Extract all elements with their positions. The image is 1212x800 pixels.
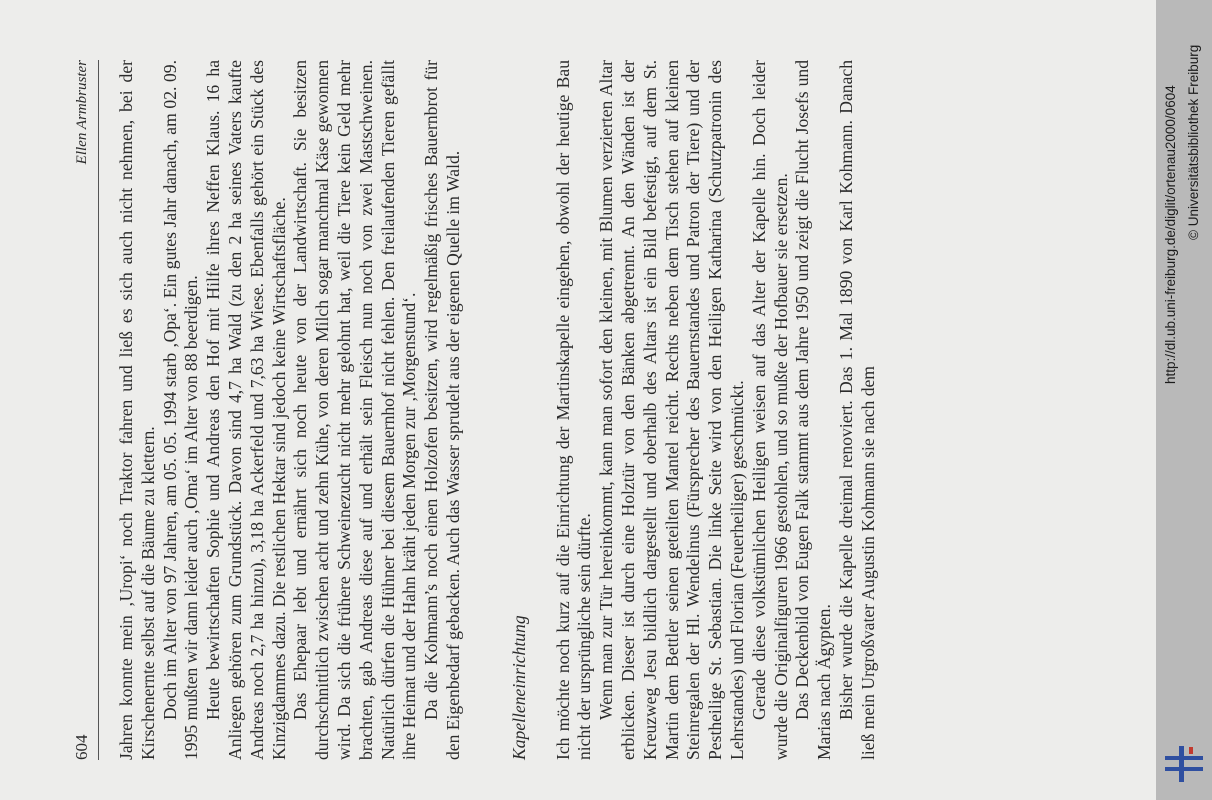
paragraph: Gerade diese volkstümlichen Heiligen weisen auf das Alter der Kapelle hin. Doch leider wurde die Originalfiguren 1966 gestohlen, und so mußte der Hofbauer sie ersetzen. bbox=[748, 60, 791, 760]
paragraph: Ich möchte noch kurz auf die Einrichtung der Martinskapelle eingehen, obwohl der heutige Bau nicht der ursprüngliche sein dürfte. bbox=[552, 60, 595, 760]
paragraph: Da die Kohmann’s noch einen Holzofen besitzen, wird regelmäßig frisches Bauernbrot für den Eigenbedarf gebacken. Auch das Wasser sprudelt aus der eigenen Quelle im Wald. bbox=[421, 60, 463, 760]
page-number: 604 bbox=[72, 734, 91, 760]
paragraph: Doch im Alter von 97 Jahren, am 05. 05. 1994 starb ‚Opa‘. Ein gutes Jahr danach, am 02. 09. 1995 mußten wir dann leider auch ‚Oma‘ im Alter von 88 beerdigen. bbox=[159, 60, 202, 760]
running-header bbox=[68, 60, 99, 760]
paragraph: Wenn man zur Tür hereinkommt, kann man sofort den kleinen, mit Blumen verzierten Altar erblicken. Dieser ist durch eine Holztür von den Bänken abgetrennt. An den Wänden ist der Kreuzweg Jesu bildlich dargestellt und oberhalb des Altars ist ein Bild befestigt, auf dem St. Martin dem Bettler seinen geteilten Mantel reicht. Rechts neben dem Tisch stehen auf kleinen Steinregalen der Hl. Wendelinus (Fürsprecher des Bauernstandes und Patron der Tiere) und der Pestheilige St. Sebastian. Die linke Seite wird von den Heiligen Katharina (Schutzpatronin des Lehrstandes) und Florian (Feuerheiliger) geschmückt. bbox=[596, 60, 747, 760]
section-heading: Kapelleneinrichtung bbox=[508, 615, 529, 760]
article-body bbox=[116, 60, 880, 760]
paragraph: Bisher wurde die Kapelle dreimal renoviert. Das 1. Mal 1890 von Karl Kohmann. Danach ließ mein Urgroßvater Augustin Kohmann sie nach dem bbox=[835, 60, 878, 760]
running-header-author: Ellen Armbruster bbox=[74, 60, 90, 165]
permalink-url[interactable]: http://dl.ub.uni-freiburg.de/diglit/ortenau2000/0604 bbox=[1163, 85, 1178, 384]
rotated-page-content bbox=[68, 60, 1068, 760]
ub-freiburg-logo-icon bbox=[1163, 744, 1205, 784]
paragraph: Das Deckenbild von Eugen Falk stammt aus dem Jahre 1950 und zeigt die Flucht Josefs und Marias nach Ägypten. bbox=[792, 60, 835, 760]
copyright-notice: © Universitätsbibliothek Freiburg bbox=[1186, 44, 1201, 240]
paragraph: Heute bewirtschaften Sophie und Andreas den Hof mit Hilfe ihres Neffen Klaus. 16 ha Anliegen gehören zum Grundstück. Davon sind 4,7 ha Wald (zu den 2 ha seines Vaters kaufte Andreas noch 2,7 ha hinzu), 3,18 ha Ackerfeld und 7,63 ha Wiese. Ebenfalls gehört ein Stück des Kinzigdammes dazu. Die restlichen Hektar sind jedoch keine Wirtschaftsfläche. bbox=[203, 60, 289, 760]
paragraph: Jahren konnte mein ‚Uropi‘ noch Traktor fahren und ließ es sich auch nicht nehmen, bei der Kirschenernte selbst auf die Bäume zu klettern. bbox=[116, 60, 158, 760]
paragraph: Das Ehepaar lebt und ernährt sich noch heute von der Landwirtschaft. Sie besitzen durchschnittlich zwischen acht und zehn Kühe, von deren Milch sogar manchmal Käse gewonnen wird. Da sich die frühere Schweinezucht nicht mehr gelohnt hat, weil die Tiere kein Geld mehr brachten, gab Andreas diese auf und erhält sein Fleisch nun noch von zwei Mastschweinen. Natürlich dürfen die Hühner bei diesem Bauernhof nicht fehlen. Den freilaufenden Tieren gefällt ihre Heimat und der Hahn kräht jeden Morgen zur ‚Morgenstund‘. bbox=[290, 60, 420, 760]
